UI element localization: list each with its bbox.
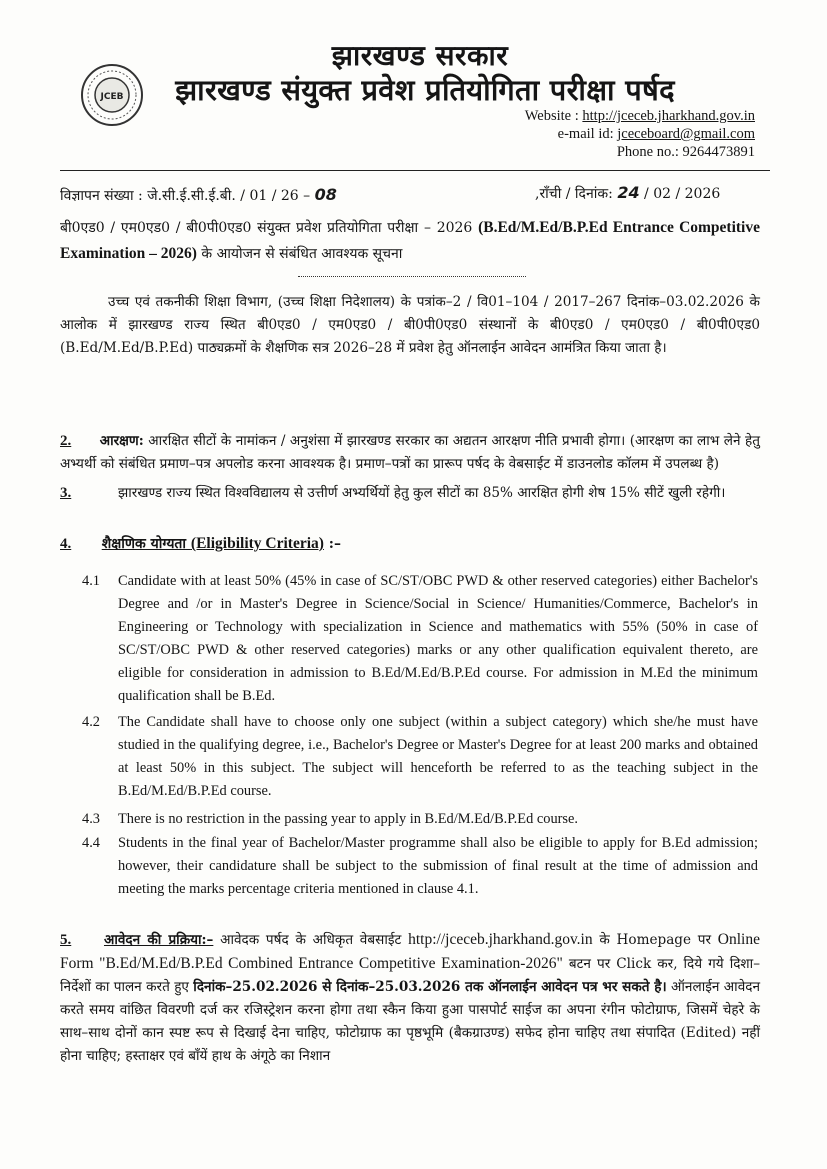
section-5-text-3: बटन पर Click कर, दिये गये दिशा–निर्देशों का पालन करते हुए [60, 956, 760, 995]
criteria-number: 4.4 [82, 835, 100, 851]
website-label: Website : [524, 108, 583, 124]
section-5-text-4: ऑनलाईन आवेदन करते समय वांछित विवरणी दर्ज कर रजिस्ट्रेशन करना होगा तथा स्कैन किया हुआ पासपोर्ट साईज का अपना रंगीन फोटोग्राफ, जिसमें चेहरे के साथ–साथ दोनों कान स्पष्ट रूप से दिखाई देना चाहिए, फोटोग्राफ का पृष्ठभूमि (बैकग्राउण्ड) सफेद होना चाहिए तथा संपादित (Edited) नहीं होना चाहिए; हस्ताक्षर एवं बाँयें हाथ के अंगूठे का निशान [60, 979, 761, 1064]
notice-subject [60, 215, 760, 267]
section-5 [60, 928, 760, 1068]
phone-label: Phone no.: [616, 144, 683, 160]
header-divider [60, 170, 770, 171]
section-5-text-1: आवेदक पर्षद के अधिकृत वेबसाईट [213, 932, 409, 948]
criteria-text: The Candidate shall have to choose only one subject (within a subject category) which she/he must have studied in the qualifying degree, i.e., Bachelor's Degree or Master's Degree for at least 200 marks and obtained at least 50% in this subject. The subject will henceforth be referred to as the teaching subject in the B.Ed/M.Ed/B.P.Ed course. [118, 714, 758, 799]
email-label: e-mail id: [557, 126, 618, 142]
seal-text: JCEB [100, 92, 124, 102]
section-4-title-hi: शैक्षणिक योग्यता [101, 536, 191, 552]
section-5-dates: दिनांक–25.02.2026 से दिनांक–25.03.2026 तक ऑनलाईन आवेदन पत्र भर सकते है। [193, 979, 667, 995]
section-4-heading [60, 534, 341, 553]
date-day-handwritten: 24 [617, 183, 640, 202]
subject-hindi-1: बी0एड0 / एम0एड0 / बी0पी0एड0 संयुक्त प्रवेश प्रतियोगिता परीक्षा – 2026 [60, 220, 479, 236]
criteria-4-4 [82, 832, 758, 901]
date-label: ,राँची / दिनांक: [535, 186, 618, 202]
website-link[interactable]: http://jceceb.jharkhand.gov.in [582, 108, 755, 124]
date-rest: / 02 / 2026 [644, 186, 721, 202]
phone-number: 9264473891 [682, 144, 755, 160]
paragraph-1-text: उच्च एवं तकनीकी शिक्षा विभाग, (उच्च शिक्षा निदेशालय) के पत्रांक–2 / वि01–104 / 2017–267 दिनांक–03.02.2026 के आलोक में झारखण्ड राज्य स्थित बी0एड0 / एम0एड0 / बी0पी0एड0 संस्थानों के बी0एड0 / एम0एड0 / बी0पी0एड0 (B.Ed/M.Ed/B.P.Ed) पाठ्यक्रमों के शैक्षणिक सत्र 2026–28 में प्रवेश हेतु ऑनलाईन आवेदन आमंत्रित किया जाता है। [60, 294, 760, 356]
section-5-url[interactable]: http://jceceb.jharkhand.gov.in [408, 931, 593, 948]
criteria-number: 4.2 [82, 714, 100, 730]
board-title: झारखण्ड संयुक्त प्रवेश प्रतियोगिता परीक्षा पर्षद [175, 73, 675, 107]
adv-label: विज्ञापन संख्या : जे.सी.ई.सी.ई.बी. / 01 / 26 – [60, 188, 315, 204]
contact-block [525, 107, 755, 161]
section-2-text: आरक्षित सीटों के नामांकन / अनुशंसा में झारखण्ड सरकार का अद्यतन आरक्षण नीति प्रभावी होगा। (आरक्षण का लाभ लेने हेतु अभ्यर्थी को संबंधित प्रमाण–पत्र अपलोड करना आवश्यक है। प्रमाण–पत्रों का प्रारूप पर्षद के वेबसाईट में डाउनलोड कॉलम में उपलब्ध है) [60, 433, 760, 472]
government-title: झारखण्ड सरकार [331, 39, 509, 72]
criteria-4-3 [82, 808, 758, 831]
dotted-separator [298, 276, 526, 277]
criteria-text: Candidate with at least 50% (45% in case of SC/ST/OBC PWD & other reserved categories) either Bachelor's Degree and /or in Master's Degree in Science/Social in Science/ Humanities/Commerce, Bachelor's in Engineering or Technology with specialization in Science and mathematics with 55% (50% in case of SC/ST/OBC PWD & other reserved categories) marks or any other qualification equivalent thereto, are eligible for consideration in admission to B.Ed/M.Ed/B.P.Ed course. For admission in M.Ed the minimum qualification shall be B.Ed. [118, 573, 758, 704]
section-4-title-suffix: :– [323, 536, 341, 552]
subject-hindi-2: के आयोजन से संबंधित आवश्यक सूचना [196, 246, 403, 262]
section-3-text: झारखण्ड राज्य स्थित विश्वविद्यालय से उत्तीर्ण अभ्यर्थियों हेतु कुल सीटों का 85% आरक्षित होगी शेष 15% सीटें खुली रहेगी। [118, 485, 726, 501]
section-2-label: आरक्षण: [99, 433, 144, 449]
criteria-text: Students in the final year of Bachelor/Master programme shall also be eligible to apply for B.Ed admission; however, their candidature shall be subject to the submission of final result at the time of admission and meeting the marks percentage criteria mentioned in clause 4.1. [118, 835, 758, 897]
section-2 [60, 430, 760, 476]
section-5-number: 5. [60, 932, 72, 948]
criteria-number: 4.3 [82, 811, 100, 827]
criteria-text: There is no restriction in the passing year to apply in B.Ed/M.Ed/B.P.Ed course. [118, 811, 579, 827]
advertisement-number [60, 185, 337, 205]
notice-date [535, 183, 720, 203]
subject-english: (B.Ed/M.Ed/B.P.Ed Entrance Competitive Examination – 2026) [60, 219, 760, 262]
section-4-title-en: (Eligibility Criteria) [190, 535, 324, 552]
criteria-number: 4.1 [82, 573, 100, 589]
section-3-number: 3. [60, 485, 72, 501]
criteria-4-1 [82, 570, 758, 708]
jceceb-seal-icon [80, 63, 144, 127]
section-5-form-name: Online Form "B.Ed/M.Ed/B.P.Ed Combined Entrance Competitive Examination-2026" [60, 931, 760, 972]
criteria-4-2 [82, 711, 758, 803]
paragraph-1 [60, 291, 760, 360]
section-5-label: आवेदन की प्रक्रिया:– [103, 932, 214, 948]
section-4-number: 4. [60, 536, 72, 552]
adv-number-handwritten: 08 [314, 185, 337, 204]
section-3-number-wrap [60, 482, 71, 502]
section-5-text-2: के Homepage पर [592, 932, 718, 948]
section-4-title [102, 536, 324, 552]
section-2-number: 2. [60, 433, 72, 449]
email-link[interactable]: jceceboard@gmail.com [617, 126, 755, 142]
